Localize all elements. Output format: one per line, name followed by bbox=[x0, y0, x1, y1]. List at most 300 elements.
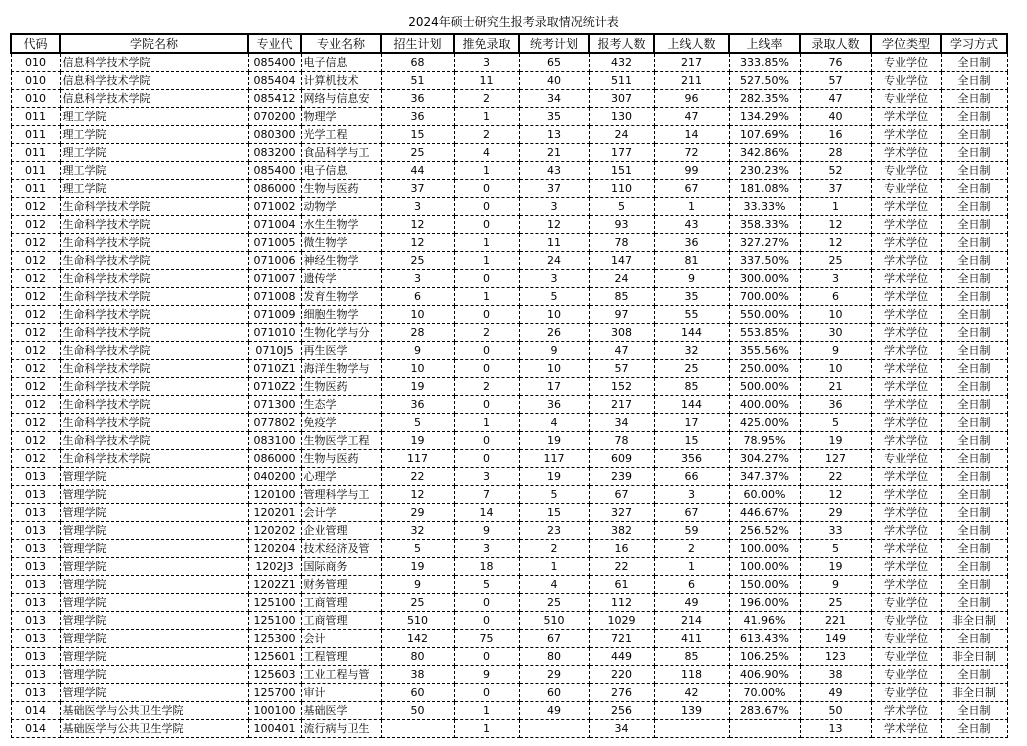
cell-degree-type: 学术学位 bbox=[871, 360, 941, 378]
cell-major-code: 071007 bbox=[248, 270, 301, 288]
cell-major-code: 071002 bbox=[248, 198, 301, 216]
table-row bbox=[11, 53, 1007, 72]
cell-enroll-plan: 44 bbox=[381, 162, 454, 180]
cell-exam-plan: 25 bbox=[519, 594, 589, 612]
cell-major-code: 071006 bbox=[248, 252, 301, 270]
cell-degree-type: 专业学位 bbox=[871, 180, 941, 198]
cell-admitted: 12 bbox=[800, 216, 871, 234]
cell-passed: 43 bbox=[654, 216, 729, 234]
cell-applicants: 449 bbox=[589, 648, 654, 666]
cell-enroll-plan: 510 bbox=[381, 612, 454, 630]
cell-major-name: 企业管理 bbox=[301, 522, 381, 540]
cell-college: 生命科学技术学院 bbox=[60, 342, 248, 360]
cell-major-code: 086000 bbox=[248, 450, 301, 468]
cell-passed: 66 bbox=[654, 468, 729, 486]
cell-exam-plan: 24 bbox=[519, 252, 589, 270]
cell-passed: 49 bbox=[654, 594, 729, 612]
cell-admitted: 3 bbox=[800, 270, 871, 288]
cell-pass-rate: 304.27% bbox=[729, 450, 800, 468]
cell-college: 生命科学技术学院 bbox=[60, 252, 248, 270]
cell-applicants: 239 bbox=[589, 468, 654, 486]
table-title: 2024年硕士研究生报考录取情况统计表 bbox=[408, 15, 619, 29]
cell-enroll-plan: 117 bbox=[381, 450, 454, 468]
cell-code: 013 bbox=[11, 684, 60, 702]
cell-major-code: 071300 bbox=[248, 396, 301, 414]
cell-code: 013 bbox=[11, 630, 60, 648]
cell-degree-type: 专业学位 bbox=[871, 450, 941, 468]
cell-major-code: 100401 bbox=[248, 720, 301, 738]
cell-pass-rate: 100.00% bbox=[729, 540, 800, 558]
cell-pass-rate: 196.00% bbox=[729, 594, 800, 612]
cell-major-name: 动物学 bbox=[301, 198, 381, 216]
cell-pass-rate: 553.85% bbox=[729, 324, 800, 342]
cell-college: 管理学院 bbox=[60, 486, 248, 504]
cell-pass-rate: 33.33% bbox=[729, 198, 800, 216]
cell-major-name: 审计 bbox=[301, 684, 381, 702]
cell-exempt-admit: 0 bbox=[454, 270, 519, 288]
cell-pass-rate: 78.95% bbox=[729, 432, 800, 450]
table-row bbox=[11, 72, 1007, 90]
cell-applicants: 110 bbox=[589, 180, 654, 198]
cell-exempt-admit: 9 bbox=[454, 666, 519, 684]
cell-passed: 99 bbox=[654, 162, 729, 180]
cell-exam-plan: 19 bbox=[519, 432, 589, 450]
cell-pass-rate: 256.52% bbox=[729, 522, 800, 540]
cell-applicants: 220 bbox=[589, 666, 654, 684]
cell-passed: 3 bbox=[654, 486, 729, 504]
cell-college: 生命科学技术学院 bbox=[60, 360, 248, 378]
cell-admitted: 33 bbox=[800, 522, 871, 540]
cell-exempt-admit: 7 bbox=[454, 486, 519, 504]
cell-passed: 17 bbox=[654, 414, 729, 432]
cell-exam-plan: 26 bbox=[519, 324, 589, 342]
cell-major-name: 会计 bbox=[301, 630, 381, 648]
cell-exam-plan: 21 bbox=[519, 144, 589, 162]
cell-college: 管理学院 bbox=[60, 648, 248, 666]
cell-exam-plan: 49 bbox=[519, 702, 589, 720]
cell-exempt-admit: 11 bbox=[454, 72, 519, 90]
cell-pass-rate: 250.00% bbox=[729, 360, 800, 378]
cell-enroll-plan: 12 bbox=[381, 234, 454, 252]
cell-enroll-plan: 60 bbox=[381, 684, 454, 702]
cell-passed: 67 bbox=[654, 504, 729, 522]
cell-code: 010 bbox=[11, 90, 60, 108]
cell-applicants: 308 bbox=[589, 324, 654, 342]
table-row bbox=[11, 270, 1007, 288]
cell-passed: 85 bbox=[654, 648, 729, 666]
header-code: 代码 bbox=[11, 34, 60, 53]
cell-major-name: 遗传学 bbox=[301, 270, 381, 288]
cell-study-mode: 全日制 bbox=[941, 522, 1007, 540]
cell-exempt-admit: 0 bbox=[454, 198, 519, 216]
cell-degree-type: 学术学位 bbox=[871, 540, 941, 558]
cell-exempt-admit: 0 bbox=[454, 360, 519, 378]
cell-admitted: 19 bbox=[800, 558, 871, 576]
cell-pass-rate: 337.50% bbox=[729, 252, 800, 270]
cell-exam-plan: 15 bbox=[519, 504, 589, 522]
cell-exempt-admit: 0 bbox=[454, 180, 519, 198]
cell-pass-rate: 500.00% bbox=[729, 378, 800, 396]
cell-major-code: 080300 bbox=[248, 126, 301, 144]
cell-exempt-admit: 0 bbox=[454, 450, 519, 468]
cell-study-mode: 全日制 bbox=[941, 180, 1007, 198]
cell-admitted: 13 bbox=[800, 720, 871, 738]
table-row bbox=[11, 180, 1007, 198]
cell-major-name: 海洋生物学与 bbox=[301, 360, 381, 378]
table-row bbox=[11, 306, 1007, 324]
table-row bbox=[11, 360, 1007, 378]
cell-study-mode: 全日制 bbox=[941, 270, 1007, 288]
cell-degree-type: 专业学位 bbox=[871, 53, 941, 72]
table-row bbox=[11, 468, 1007, 486]
cell-applicants: 177 bbox=[589, 144, 654, 162]
cell-passed: 118 bbox=[654, 666, 729, 684]
cell-exempt-admit: 3 bbox=[454, 53, 519, 72]
cell-degree-type: 学术学位 bbox=[871, 486, 941, 504]
cell-enroll-plan: 36 bbox=[381, 396, 454, 414]
cell-degree-type: 专业学位 bbox=[871, 666, 941, 684]
cell-code: 011 bbox=[11, 108, 60, 126]
cell-study-mode: 全日制 bbox=[941, 504, 1007, 522]
cell-study-mode: 全日制 bbox=[941, 432, 1007, 450]
table-row bbox=[11, 486, 1007, 504]
cell-exempt-admit: 5 bbox=[454, 576, 519, 594]
table-row bbox=[11, 576, 1007, 594]
cell-passed: 85 bbox=[654, 378, 729, 396]
table-row bbox=[11, 702, 1007, 720]
cell-pass-rate: 181.08% bbox=[729, 180, 800, 198]
cell-code: 012 bbox=[11, 342, 60, 360]
cell-code: 012 bbox=[11, 252, 60, 270]
cell-college: 管理学院 bbox=[60, 612, 248, 630]
cell-exam-plan: 10 bbox=[519, 360, 589, 378]
cell-pass-rate: 70.00% bbox=[729, 684, 800, 702]
cell-applicants: 16 bbox=[589, 540, 654, 558]
cell-admitted: 40 bbox=[800, 108, 871, 126]
cell-study-mode: 全日制 bbox=[941, 342, 1007, 360]
cell-study-mode: 全日制 bbox=[941, 594, 1007, 612]
cell-degree-type: 学术学位 bbox=[871, 432, 941, 450]
cell-admitted: 16 bbox=[800, 126, 871, 144]
cell-enroll-plan: 10 bbox=[381, 306, 454, 324]
header-major-name: 专业名称 bbox=[301, 34, 381, 53]
cell-code: 013 bbox=[11, 558, 60, 576]
cell-exempt-admit: 0 bbox=[454, 684, 519, 702]
cell-exam-plan: 80 bbox=[519, 648, 589, 666]
cell-enroll-plan: 80 bbox=[381, 648, 454, 666]
cell-enroll-plan: 50 bbox=[381, 702, 454, 720]
cell-major-code: 071005 bbox=[248, 234, 301, 252]
cell-major-code: 085400 bbox=[248, 53, 301, 72]
cell-admitted: 30 bbox=[800, 324, 871, 342]
cell-degree-type: 专业学位 bbox=[871, 612, 941, 630]
cell-enroll-plan: 142 bbox=[381, 630, 454, 648]
cell-applicants: 147 bbox=[589, 252, 654, 270]
cell-exam-plan: 117 bbox=[519, 450, 589, 468]
cell-exam-plan: 5 bbox=[519, 486, 589, 504]
cell-code: 012 bbox=[11, 450, 60, 468]
cell-major-name: 管理科学与工 bbox=[301, 486, 381, 504]
cell-applicants: 432 bbox=[589, 53, 654, 72]
cell-code: 014 bbox=[11, 720, 60, 738]
cell-college: 管理学院 bbox=[60, 468, 248, 486]
cell-enroll-plan bbox=[381, 720, 454, 738]
cell-enroll-plan: 10 bbox=[381, 360, 454, 378]
cell-applicants: 22 bbox=[589, 558, 654, 576]
cell-code: 014 bbox=[11, 702, 60, 720]
cell-exempt-admit: 2 bbox=[454, 126, 519, 144]
cell-admitted: 50 bbox=[800, 702, 871, 720]
cell-exempt-admit: 1 bbox=[454, 252, 519, 270]
cell-code: 013 bbox=[11, 576, 60, 594]
table-row bbox=[11, 342, 1007, 360]
cell-applicants: 307 bbox=[589, 90, 654, 108]
cell-passed bbox=[654, 720, 729, 738]
cell-exempt-admit: 0 bbox=[454, 342, 519, 360]
cell-major-code: 125700 bbox=[248, 684, 301, 702]
cell-admitted: 49 bbox=[800, 684, 871, 702]
cell-code: 013 bbox=[11, 648, 60, 666]
cell-applicants: 67 bbox=[589, 486, 654, 504]
table-row bbox=[11, 630, 1007, 648]
cell-passed: 25 bbox=[654, 360, 729, 378]
cell-code: 012 bbox=[11, 288, 60, 306]
cell-study-mode: 全日制 bbox=[941, 450, 1007, 468]
header-passed: 上线人数 bbox=[654, 34, 729, 53]
cell-applicants: 217 bbox=[589, 396, 654, 414]
cell-degree-type: 学术学位 bbox=[871, 270, 941, 288]
cell-degree-type: 专业学位 bbox=[871, 594, 941, 612]
cell-enroll-plan: 5 bbox=[381, 540, 454, 558]
cell-college: 基础医学与公共卫生学院 bbox=[60, 702, 248, 720]
cell-pass-rate: 150.00% bbox=[729, 576, 800, 594]
cell-enroll-plan: 36 bbox=[381, 108, 454, 126]
cell-passed: 67 bbox=[654, 180, 729, 198]
cell-college: 信息科学技术学院 bbox=[60, 53, 248, 72]
cell-exempt-admit: 14 bbox=[454, 504, 519, 522]
cell-study-mode: 全日制 bbox=[941, 720, 1007, 738]
cell-exempt-admit: 1 bbox=[454, 702, 519, 720]
cell-college: 生命科学技术学院 bbox=[60, 234, 248, 252]
cell-major-name: 生物与医药 bbox=[301, 450, 381, 468]
cell-major-name: 工程管理 bbox=[301, 648, 381, 666]
cell-degree-type: 学术学位 bbox=[871, 342, 941, 360]
cell-college: 理工学院 bbox=[60, 108, 248, 126]
statistics-table bbox=[10, 33, 1008, 738]
cell-study-mode: 全日制 bbox=[941, 468, 1007, 486]
cell-enroll-plan: 37 bbox=[381, 180, 454, 198]
cell-exempt-admit: 3 bbox=[454, 468, 519, 486]
cell-passed: 47 bbox=[654, 108, 729, 126]
cell-exam-plan: 3 bbox=[519, 270, 589, 288]
cell-college: 管理学院 bbox=[60, 504, 248, 522]
cell-exam-plan bbox=[519, 720, 589, 738]
cell-exempt-admit: 0 bbox=[454, 648, 519, 666]
cell-exempt-admit: 1 bbox=[454, 720, 519, 738]
cell-admitted: 9 bbox=[800, 342, 871, 360]
cell-degree-type: 专业学位 bbox=[871, 648, 941, 666]
cell-passed: 59 bbox=[654, 522, 729, 540]
cell-major-name: 计算机技术 bbox=[301, 72, 381, 90]
cell-major-code: 125100 bbox=[248, 612, 301, 630]
cell-exam-plan: 60 bbox=[519, 684, 589, 702]
table-body bbox=[11, 53, 1007, 738]
cell-college: 生命科学技术学院 bbox=[60, 306, 248, 324]
cell-exempt-admit: 0 bbox=[454, 432, 519, 450]
cell-code: 013 bbox=[11, 522, 60, 540]
cell-college: 信息科学技术学院 bbox=[60, 90, 248, 108]
table-row bbox=[11, 684, 1007, 702]
cell-passed: 144 bbox=[654, 396, 729, 414]
cell-code: 012 bbox=[11, 432, 60, 450]
cell-code: 011 bbox=[11, 180, 60, 198]
cell-code: 010 bbox=[11, 53, 60, 72]
cell-degree-type: 学术学位 bbox=[871, 198, 941, 216]
cell-major-name: 生物医药 bbox=[301, 378, 381, 396]
cell-major-name: 食品科学与工 bbox=[301, 144, 381, 162]
cell-passed: 214 bbox=[654, 612, 729, 630]
cell-major-name: 技术经济及管 bbox=[301, 540, 381, 558]
table-row bbox=[11, 324, 1007, 342]
cell-passed: 36 bbox=[654, 234, 729, 252]
cell-major-code: 040200 bbox=[248, 468, 301, 486]
table-row bbox=[11, 90, 1007, 108]
cell-admitted: 12 bbox=[800, 234, 871, 252]
cell-major-code: 071010 bbox=[248, 324, 301, 342]
cell-passed: 81 bbox=[654, 252, 729, 270]
cell-passed: 14 bbox=[654, 126, 729, 144]
cell-major-code: 0710Z1 bbox=[248, 360, 301, 378]
cell-enroll-plan: 19 bbox=[381, 432, 454, 450]
cell-study-mode: 全日制 bbox=[941, 252, 1007, 270]
cell-admitted: 21 bbox=[800, 378, 871, 396]
cell-study-mode: 全日制 bbox=[941, 126, 1007, 144]
cell-admitted: 10 bbox=[800, 306, 871, 324]
cell-passed: 144 bbox=[654, 324, 729, 342]
header-applicants: 报考人数 bbox=[589, 34, 654, 53]
cell-degree-type: 学术学位 bbox=[871, 576, 941, 594]
cell-pass-rate: 358.33% bbox=[729, 216, 800, 234]
cell-code: 013 bbox=[11, 666, 60, 684]
cell-passed: 139 bbox=[654, 702, 729, 720]
table-row bbox=[11, 198, 1007, 216]
cell-passed: 32 bbox=[654, 342, 729, 360]
cell-degree-type: 学术学位 bbox=[871, 414, 941, 432]
cell-major-name: 电子信息 bbox=[301, 162, 381, 180]
table-row bbox=[11, 378, 1007, 396]
cell-major-code: 077802 bbox=[248, 414, 301, 432]
cell-college: 信息科学技术学院 bbox=[60, 72, 248, 90]
cell-pass-rate: 230.23% bbox=[729, 162, 800, 180]
cell-exam-plan: 12 bbox=[519, 216, 589, 234]
cell-enroll-plan: 12 bbox=[381, 486, 454, 504]
cell-major-code: 085412 bbox=[248, 90, 301, 108]
cell-major-name: 工商管理 bbox=[301, 594, 381, 612]
cell-study-mode: 全日制 bbox=[941, 558, 1007, 576]
cell-major-name: 物理学 bbox=[301, 108, 381, 126]
cell-degree-type: 专业学位 bbox=[871, 684, 941, 702]
table-row bbox=[11, 216, 1007, 234]
cell-college: 管理学院 bbox=[60, 558, 248, 576]
cell-pass-rate: 406.90% bbox=[729, 666, 800, 684]
cell-major-name: 生物医学工程 bbox=[301, 432, 381, 450]
cell-college: 生命科学技术学院 bbox=[60, 378, 248, 396]
cell-major-code: 120204 bbox=[248, 540, 301, 558]
cell-degree-type: 学术学位 bbox=[871, 216, 941, 234]
cell-major-name: 水生生物学 bbox=[301, 216, 381, 234]
cell-applicants: 152 bbox=[589, 378, 654, 396]
cell-passed: 35 bbox=[654, 288, 729, 306]
cell-passed: 42 bbox=[654, 684, 729, 702]
cell-exam-plan: 11 bbox=[519, 234, 589, 252]
cell-pass-rate: 613.43% bbox=[729, 630, 800, 648]
cell-pass-rate: 446.67% bbox=[729, 504, 800, 522]
cell-enroll-plan: 25 bbox=[381, 594, 454, 612]
cell-exempt-admit: 0 bbox=[454, 306, 519, 324]
cell-enroll-plan: 25 bbox=[381, 144, 454, 162]
cell-admitted: 25 bbox=[800, 252, 871, 270]
cell-code: 011 bbox=[11, 144, 60, 162]
cell-exam-plan: 19 bbox=[519, 468, 589, 486]
table-row bbox=[11, 252, 1007, 270]
cell-exempt-admit: 3 bbox=[454, 540, 519, 558]
cell-passed: 96 bbox=[654, 90, 729, 108]
cell-exam-plan: 17 bbox=[519, 378, 589, 396]
cell-study-mode: 全日制 bbox=[941, 288, 1007, 306]
cell-admitted: 28 bbox=[800, 144, 871, 162]
cell-major-code: 083200 bbox=[248, 144, 301, 162]
cell-code: 012 bbox=[11, 378, 60, 396]
cell-enroll-plan: 9 bbox=[381, 576, 454, 594]
cell-exam-plan: 9 bbox=[519, 342, 589, 360]
cell-pass-rate: 106.25% bbox=[729, 648, 800, 666]
cell-enroll-plan: 19 bbox=[381, 558, 454, 576]
cell-exempt-admit: 9 bbox=[454, 522, 519, 540]
cell-admitted: 29 bbox=[800, 504, 871, 522]
cell-passed: 217 bbox=[654, 53, 729, 72]
header-degree-type: 学位类型 bbox=[871, 34, 941, 53]
cell-pass-rate: 134.29% bbox=[729, 108, 800, 126]
cell-admitted: 9 bbox=[800, 576, 871, 594]
cell-exam-plan: 510 bbox=[519, 612, 589, 630]
cell-major-name: 神经生物学 bbox=[301, 252, 381, 270]
cell-enroll-plan: 68 bbox=[381, 53, 454, 72]
table-row bbox=[11, 108, 1007, 126]
cell-exam-plan: 5 bbox=[519, 288, 589, 306]
cell-study-mode: 全日制 bbox=[941, 53, 1007, 72]
cell-major-code: 125603 bbox=[248, 666, 301, 684]
cell-applicants: 1029 bbox=[589, 612, 654, 630]
cell-major-code: 100100 bbox=[248, 702, 301, 720]
cell-major-code: 071004 bbox=[248, 216, 301, 234]
cell-admitted: 52 bbox=[800, 162, 871, 180]
cell-pass-rate: 107.69% bbox=[729, 126, 800, 144]
table-row bbox=[11, 666, 1007, 684]
cell-applicants: 382 bbox=[589, 522, 654, 540]
cell-pass-rate: 60.00% bbox=[729, 486, 800, 504]
cell-college: 理工学院 bbox=[60, 180, 248, 198]
cell-admitted: 221 bbox=[800, 612, 871, 630]
cell-degree-type: 学术学位 bbox=[871, 720, 941, 738]
cell-degree-type: 学术学位 bbox=[871, 558, 941, 576]
table-row bbox=[11, 648, 1007, 666]
cell-major-name: 国际商务 bbox=[301, 558, 381, 576]
cell-applicants: 721 bbox=[589, 630, 654, 648]
cell-code: 012 bbox=[11, 306, 60, 324]
cell-admitted: 149 bbox=[800, 630, 871, 648]
cell-pass-rate: 282.35% bbox=[729, 90, 800, 108]
cell-major-code: 0710Z2 bbox=[248, 378, 301, 396]
